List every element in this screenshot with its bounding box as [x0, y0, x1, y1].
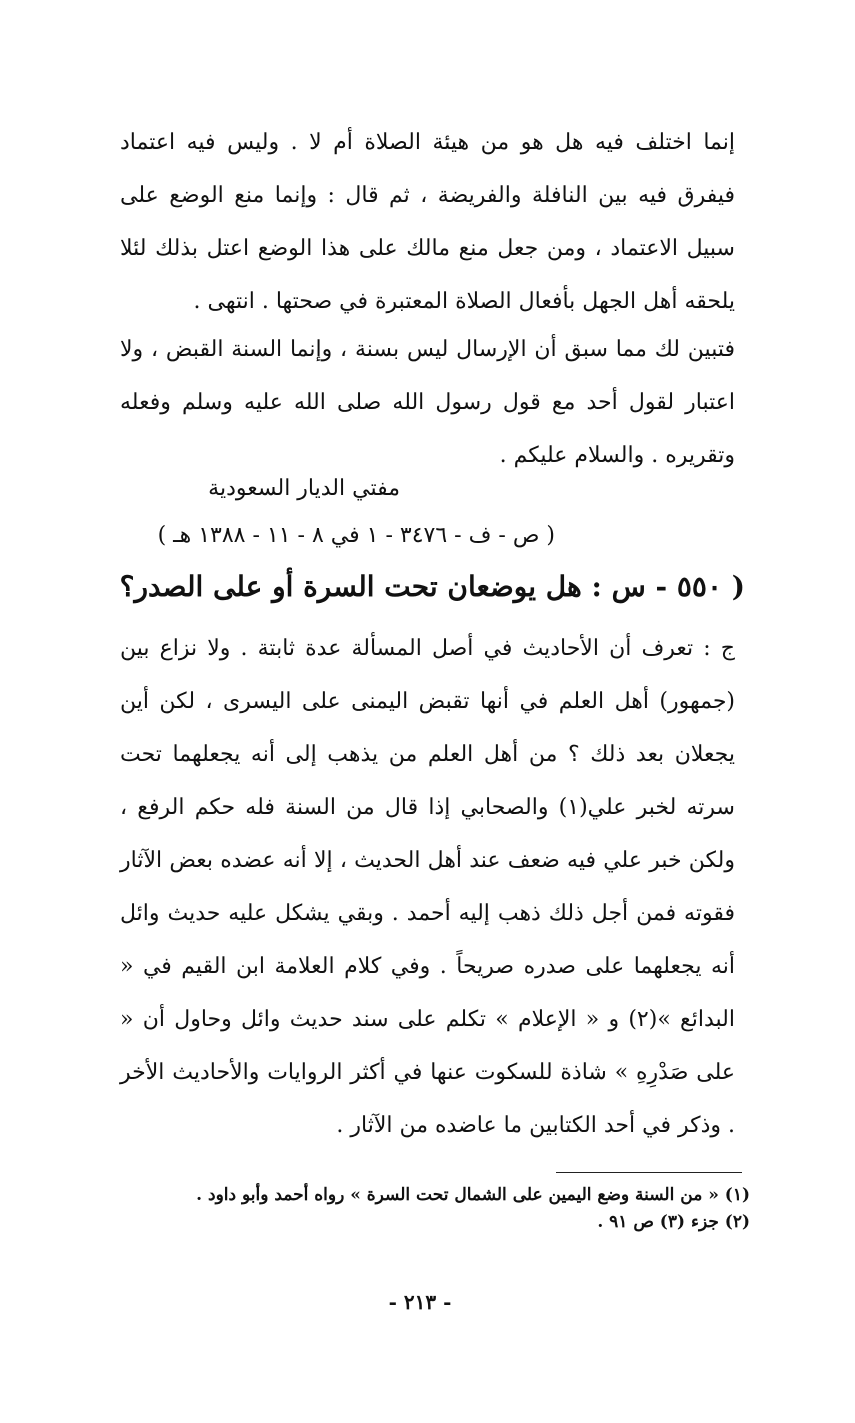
conclusion-paragraph: فتبين لك مما سبق أن الإرسال ليس بسنة ، وإنما السنة القبض ، ولا اعتبار لقول أحد مع قول رسول الله صلى الله عليه وسلم وفعله وتقريره . والسلام عليكم . [120, 337, 735, 468]
footnote-1: (١) « من السنة وضع اليمين على الشمال تحت السرة » رواه أحمد وأبو داود . [196, 1185, 750, 1205]
footnote-divider [556, 1172, 742, 1173]
page-number: - ٢١٣ - [388, 1290, 452, 1314]
answer-paragraph: ج : تعرف أن الأحاديث في أصل المسألة عدة ثابتة . ولا نزاع بين (جمهور) أهل العلم في أنها تقبض اليمنى على اليسرى ، لكن أين يجعلان بعد ذلك ؟ من أهل العلم من يذهب إلى أنه يجعلهما تحت سرته لخبر علي(١) والصحابي إذا قال من السنة فله حكم الرفع ، ولكن خبر علي فيه ضعف عند أهل الحديث ، إلا أنه عضده بعض الآثار فقوته فمن أجل ذلك ذهب إليه أحمد . وبقي يشكل عليه حديث وائل أنه يجعلهما على صدره صريحاً . وفي كلام العلامة ابن القيم في « البدائع »(٢) و « الإعلام » تكلم على سند حديث وائل وحاول أن « على صَدْرِهِ » شاذة للسكوت عنها في أكثر الروايات والأحاديث الأخر . وذكر في أحد الكتابين ما عاضده من الآثار . [120, 636, 735, 1138]
question-heading: ( ٥٥٠ - س : هل يوضعان تحت السرة أو على الصدر؟ [119, 570, 745, 603]
signature: مفتي الديار السعودية [208, 476, 400, 501]
intro-paragraph: إنما اختلف فيه هل هو من هيئة الصلاة أم لا . وليس فيه اعتماد فيفرق فيه بين النافلة والفريضة ، ثم قال : وإنما منع الوضع على سبيل الاعتماد ، ومن جعل منع مالك على هذا الوضع اعتل بذلك لئلا يلحقه أهل الجهل بأفعال الصلاة المعتبرة في صحتها . انتهى . [120, 130, 735, 314]
fatwa-reference: ( ص - ف - ٣٤٧٦ - ١ في ٨ - ١١ - ١٣٨٨ هـ ) [157, 523, 555, 548]
footnote-2: (٢) جزء (٣) ص ٩١ . [597, 1212, 750, 1232]
footnotes [110, 1182, 750, 1236]
